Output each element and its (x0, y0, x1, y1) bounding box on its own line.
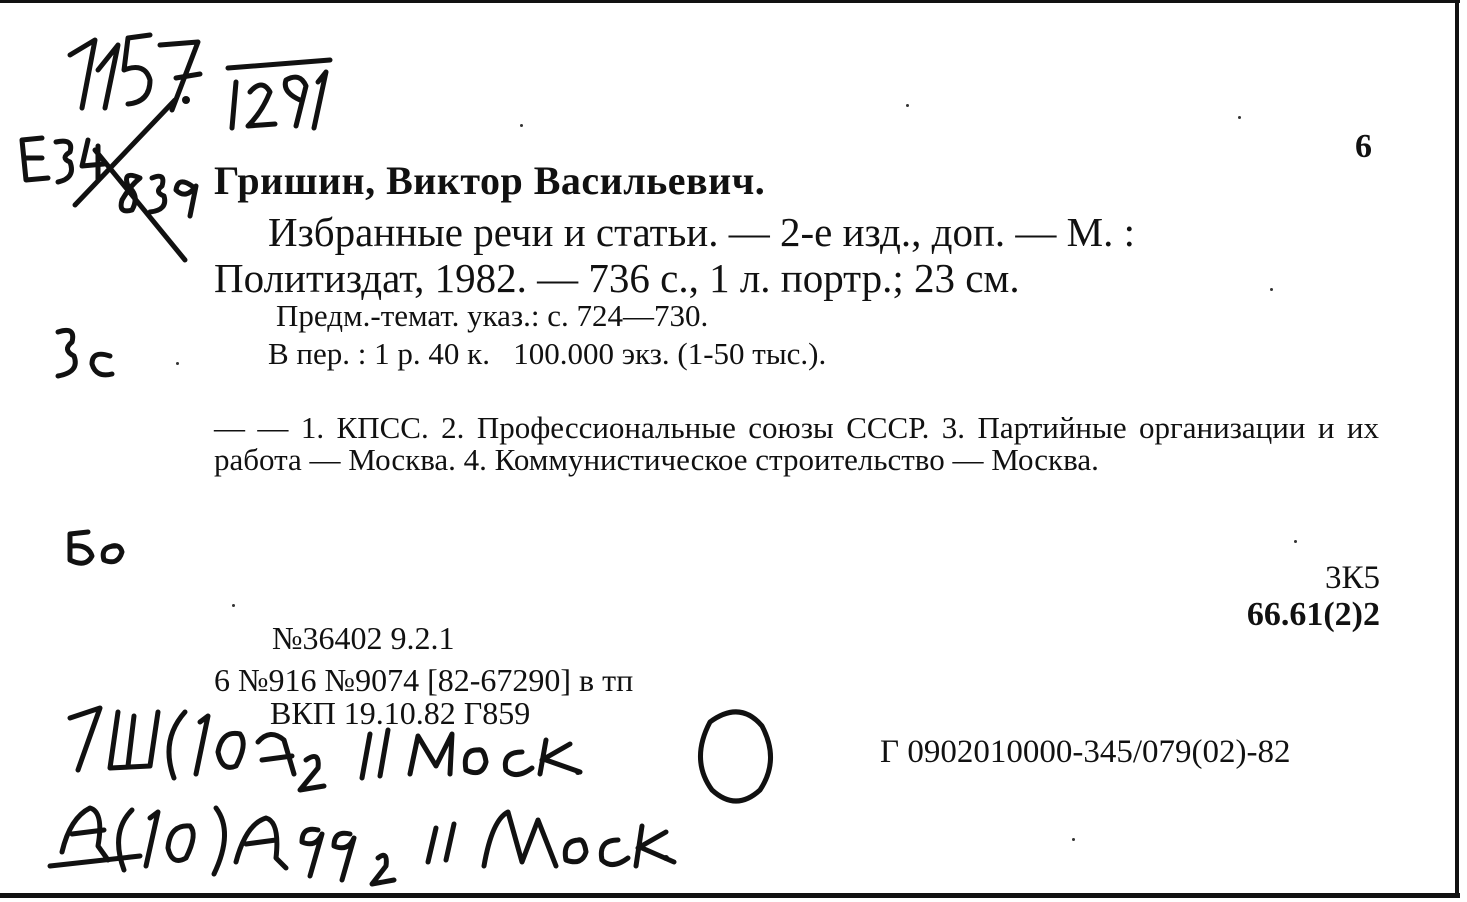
card-number-line-2: 6 №916 №9074 [82-67290] в тп (214, 662, 634, 698)
card-number-line-3: ВКП 19.10.82 Г859 (270, 695, 531, 731)
speck (1294, 540, 1297, 543)
author-heading: Гришин, Виктор Васильевич. (214, 158, 766, 203)
title-line-1: Избранные речи и статьи. — 2-е изд., доп. — М. : (268, 209, 1135, 255)
card-number-line-1: №36402 9.2.1 (272, 620, 455, 656)
title-line-2: Политиздат, 1982. — 736 с., 1 л. портр.; 23 см. (214, 255, 1020, 301)
speck (906, 104, 909, 107)
index-note: Предм.-темат. указ.: с. 724—730. (276, 298, 709, 333)
speck (176, 362, 179, 365)
card-number: 6 (1355, 128, 1372, 165)
speck (232, 604, 235, 607)
speck (1270, 288, 1273, 291)
speck (1072, 838, 1075, 841)
classification-code-1: 3К5 (1324, 560, 1380, 596)
subject-headings: — — 1. КПСС. 2. Профессиональные союзы СССР. 3. Партийные организации и их работа — Москва. 4. Коммунистическое строительство — Москва. (214, 410, 1379, 477)
speck (1238, 116, 1241, 119)
classification-code-2: 66.61(2)2 (1246, 596, 1380, 633)
gost-code: Г 0902010000-345/079(02)-82 (880, 734, 1291, 770)
speck (520, 124, 523, 127)
price-line: В пер. : 1 р. 40 к. 100.000 экз. (1-50 тыс.). (268, 336, 827, 371)
